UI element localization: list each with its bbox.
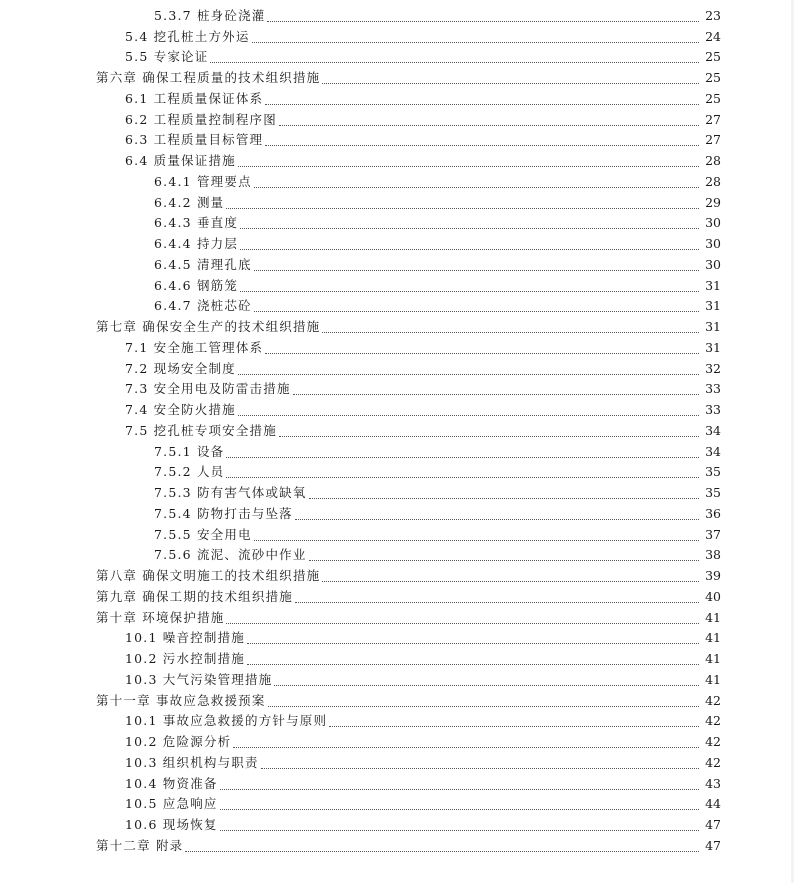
toc-dot-leader bbox=[254, 187, 699, 188]
toc-entry-page-number: 24 bbox=[705, 28, 721, 44]
toc-entry-page-number: 35 bbox=[705, 464, 721, 480]
toc-dot-leader bbox=[322, 332, 699, 333]
toc-entry-title: 第十一章 事故应急救援预案 bbox=[96, 692, 266, 708]
toc-entry-page-number: 40 bbox=[705, 588, 721, 604]
toc-dot-leader bbox=[265, 104, 699, 105]
toc-entry[interactable] bbox=[96, 481, 721, 502]
toc-entry[interactable] bbox=[96, 440, 721, 461]
toc-entry[interactable] bbox=[96, 751, 721, 772]
toc-entry-page-number: 35 bbox=[705, 485, 721, 500]
toc-dot-leader bbox=[309, 498, 699, 499]
toc-entry-page-number: 28 bbox=[705, 153, 721, 168]
toc-dot-leader bbox=[185, 851, 699, 852]
toc-dot-leader bbox=[226, 457, 699, 458]
toc-entry-title: 7.5.6 流泥、流砂中作业 bbox=[154, 547, 307, 563]
toc-entry[interactable] bbox=[96, 274, 721, 295]
toc-entry-page-number: 31 bbox=[705, 298, 721, 314]
toc-entry[interactable] bbox=[96, 357, 721, 378]
toc-entry[interactable] bbox=[96, 212, 721, 233]
toc-entry-page-number: 41 bbox=[705, 671, 721, 687]
toc-dot-leader bbox=[247, 643, 699, 644]
toc-entry[interactable] bbox=[96, 295, 721, 316]
toc-entry-title: 10.5 应急响应 bbox=[125, 796, 218, 812]
toc-entry-page-number: 25 bbox=[705, 90, 721, 106]
toc-entry-page-number: 25 bbox=[705, 70, 721, 85]
toc-entry[interactable] bbox=[96, 689, 721, 710]
toc-entry-page-number: 39 bbox=[705, 568, 721, 583]
toc-dot-leader bbox=[252, 42, 699, 43]
toc-entry-title: 7.5.1 设备 bbox=[154, 443, 225, 459]
toc-entry-title: 6.4.3 垂直度 bbox=[154, 215, 239, 231]
toc-entry-page-number: 31 bbox=[705, 319, 721, 334]
toc-entry-title: 7.5.5 安全用电 bbox=[154, 526, 252, 542]
toc-entry-title: 6.4.2 测量 bbox=[154, 194, 225, 210]
toc-dot-leader bbox=[322, 83, 699, 84]
toc-entry[interactable] bbox=[96, 66, 721, 87]
toc-entry[interactable] bbox=[96, 108, 721, 129]
toc-entry-page-number: 37 bbox=[705, 526, 721, 542]
toc-entry-page-number: 44 bbox=[705, 796, 721, 812]
toc-dot-leader bbox=[329, 726, 699, 727]
toc-entry-page-number: 27 bbox=[705, 111, 721, 127]
toc-entry[interactable] bbox=[96, 4, 721, 25]
toc-entry[interactable] bbox=[96, 25, 721, 46]
toc-entry-page-number: 42 bbox=[705, 734, 721, 749]
toc-entry-page-number: 30 bbox=[705, 215, 721, 231]
toc-entry[interactable] bbox=[96, 191, 721, 212]
toc-entry-page-number: 27 bbox=[705, 132, 721, 148]
toc-entry-page-number: 41 bbox=[705, 609, 721, 625]
toc-dot-leader bbox=[268, 706, 699, 707]
toc-entry-page-number: 30 bbox=[705, 236, 721, 251]
toc-dot-leader bbox=[279, 125, 699, 126]
toc-entry-page-number: 47 bbox=[705, 817, 721, 832]
toc-entry[interactable] bbox=[96, 87, 721, 108]
toc-entry-page-number: 33 bbox=[705, 402, 721, 417]
toc-entry[interactable] bbox=[96, 772, 721, 793]
toc-dot-leader bbox=[226, 208, 699, 209]
toc-entry-page-number: 32 bbox=[705, 360, 721, 376]
toc-entry-title: 10.3 大气污染管理措施 bbox=[125, 671, 273, 687]
toc-entry[interactable] bbox=[96, 834, 721, 855]
toc-dot-leader bbox=[254, 311, 699, 312]
toc-entry-page-number: 30 bbox=[705, 256, 721, 272]
toc-entry[interactable] bbox=[96, 419, 721, 440]
toc-entry[interactable] bbox=[96, 668, 721, 689]
toc-entry-title: 10.3 组织机构与职责 bbox=[125, 754, 259, 770]
toc-entry[interactable] bbox=[96, 544, 721, 565]
toc-entry-page-number: 43 bbox=[705, 775, 721, 791]
toc-entry-title: 第七章 确保安全生产的技术组织措施 bbox=[96, 319, 321, 334]
toc-dot-leader bbox=[279, 436, 699, 437]
toc-entry[interactable] bbox=[96, 461, 721, 482]
toc-entry-title: 7.5.4 防物打击与坠落 bbox=[154, 505, 293, 521]
toc-entry-title: 6.3 工程质量目标管理 bbox=[125, 132, 264, 148]
toc-entry[interactable] bbox=[96, 606, 721, 627]
toc-entry[interactable] bbox=[96, 129, 721, 150]
toc-entry[interactable] bbox=[96, 149, 721, 170]
toc-entry-page-number: 42 bbox=[705, 692, 721, 708]
toc-dot-leader bbox=[274, 685, 699, 686]
toc-dot-leader bbox=[322, 581, 699, 582]
toc-entry[interactable] bbox=[96, 378, 721, 399]
toc-entry-page-number: 34 bbox=[705, 443, 721, 459]
toc-entry-title: 6.4 质量保证措施 bbox=[125, 153, 236, 168]
toc-entry[interactable] bbox=[96, 336, 721, 357]
toc-entry-title: 7.4 安全防火措施 bbox=[125, 402, 236, 417]
toc-entry-title: 10.6 现场恢复 bbox=[125, 817, 218, 832]
toc-entry-page-number: 33 bbox=[705, 381, 721, 397]
toc-dot-leader bbox=[293, 394, 699, 395]
toc-entry[interactable] bbox=[96, 710, 721, 731]
toc-dot-leader bbox=[254, 270, 699, 271]
toc-entry-title: 5.4 挖孔桩土方外运 bbox=[125, 28, 250, 44]
toc-entry[interactable] bbox=[96, 398, 721, 419]
toc-dot-leader bbox=[240, 249, 699, 250]
toc-entry-title: 6.4.4 持力层 bbox=[154, 236, 239, 251]
toc-dot-leader bbox=[233, 747, 699, 748]
toc-entry-page-number: 36 bbox=[705, 505, 721, 521]
toc-entry-title: 6.2 工程质量控制程序图 bbox=[125, 111, 277, 127]
toc-entry-page-number: 34 bbox=[705, 422, 721, 438]
toc-entry-title: 第十二章 附录 bbox=[96, 837, 184, 853]
table-of-contents bbox=[96, 4, 721, 855]
toc-entry-title: 10.2 危险源分析 bbox=[125, 734, 232, 749]
toc-dot-leader bbox=[220, 789, 699, 790]
toc-entry-page-number: 25 bbox=[705, 49, 721, 65]
toc-entry-title: 7.5 挖孔桩专项安全措施 bbox=[125, 422, 277, 438]
toc-dot-leader bbox=[295, 519, 699, 520]
toc-dot-leader bbox=[295, 602, 699, 603]
toc-entry-page-number: 47 bbox=[705, 837, 721, 853]
toc-entry-page-number: 23 bbox=[705, 7, 721, 23]
toc-dot-leader bbox=[309, 560, 699, 561]
toc-entry-title: 7.3 安全用电及防雷击措施 bbox=[125, 381, 291, 397]
toc-entry[interactable] bbox=[96, 813, 721, 834]
toc-entry-page-number: 31 bbox=[705, 277, 721, 293]
toc-entry[interactable] bbox=[96, 793, 721, 814]
toc-entry[interactable] bbox=[96, 315, 721, 336]
toc-entry-title: 10.1 事故应急救援的方针与原则 bbox=[125, 713, 328, 729]
toc-dot-leader bbox=[267, 21, 699, 22]
toc-entry-title: 7.1 安全施工管理体系 bbox=[125, 339, 264, 355]
toc-entry-title: 7.5.2 人员 bbox=[154, 464, 225, 480]
toc-entry-title: 5.3.7 桩身砼浇灌 bbox=[154, 7, 266, 23]
toc-entry-title: 10.1 噪音控制措施 bbox=[125, 630, 246, 646]
toc-entry[interactable] bbox=[96, 523, 721, 544]
toc-dot-leader bbox=[226, 477, 699, 478]
toc-entry-page-number: 42 bbox=[705, 713, 721, 729]
toc-entry-title: 7.2 现场安全制度 bbox=[125, 360, 236, 376]
toc-dot-leader bbox=[238, 166, 699, 167]
toc-entry[interactable] bbox=[96, 627, 721, 648]
toc-entry-page-number: 28 bbox=[705, 173, 721, 189]
toc-dot-leader bbox=[261, 768, 699, 769]
toc-entry[interactable] bbox=[96, 564, 721, 585]
toc-entry[interactable] bbox=[96, 46, 721, 67]
toc-entry[interactable] bbox=[96, 170, 721, 191]
toc-entry-title: 10.4 物资准备 bbox=[125, 775, 218, 791]
toc-entry-title: 第六章 确保工程质量的技术组织措施 bbox=[96, 70, 321, 85]
toc-entry[interactable] bbox=[96, 585, 721, 606]
toc-entry-title: 7.5.3 防有害气体或缺氧 bbox=[154, 485, 307, 500]
toc-dot-leader bbox=[220, 809, 699, 810]
toc-entry-page-number: 41 bbox=[705, 630, 721, 646]
toc-dot-leader bbox=[265, 145, 699, 146]
toc-entry-page-number: 29 bbox=[705, 194, 721, 210]
toc-entry-page-number: 42 bbox=[705, 754, 721, 770]
toc-entry-title: 第九章 确保工期的技术组织措施 bbox=[96, 588, 293, 604]
toc-entry-page-number: 41 bbox=[705, 651, 721, 666]
toc-entry-title: 6.4.7 浇桩芯砼 bbox=[154, 298, 252, 314]
toc-dot-leader bbox=[240, 291, 699, 292]
toc-dot-leader bbox=[265, 353, 699, 354]
toc-entry-title: 第十章 环境保护措施 bbox=[96, 609, 225, 625]
toc-dot-leader bbox=[254, 540, 699, 541]
toc-dot-leader bbox=[238, 415, 699, 416]
toc-entry-title: 6.4.6 钢筋笼 bbox=[154, 277, 239, 293]
toc-entry-title: 第八章 确保文明施工的技术组织措施 bbox=[96, 568, 321, 583]
toc-entry-title: 10.2 污水控制措施 bbox=[125, 651, 246, 666]
toc-entry-title: 6.4.5 清理孔底 bbox=[154, 256, 252, 272]
toc-entry[interactable] bbox=[96, 647, 721, 668]
toc-dot-leader bbox=[238, 374, 699, 375]
toc-entry[interactable] bbox=[96, 502, 721, 523]
toc-entry[interactable] bbox=[96, 253, 721, 274]
toc-dot-leader bbox=[247, 664, 699, 665]
toc-entry-page-number: 31 bbox=[705, 339, 721, 355]
toc-entry-page-number: 38 bbox=[705, 547, 721, 563]
toc-entry-title: 6.4.1 管理要点 bbox=[154, 173, 252, 189]
toc-dot-leader bbox=[240, 228, 699, 229]
toc-entry[interactable] bbox=[96, 730, 721, 751]
toc-dot-leader bbox=[220, 830, 699, 831]
toc-entry[interactable] bbox=[96, 232, 721, 253]
toc-entry-title: 6.1 工程质量保证体系 bbox=[125, 90, 264, 106]
toc-entry-title: 5.5 专家论证 bbox=[125, 49, 209, 65]
toc-dot-leader bbox=[226, 623, 699, 624]
toc-dot-leader bbox=[210, 62, 699, 63]
